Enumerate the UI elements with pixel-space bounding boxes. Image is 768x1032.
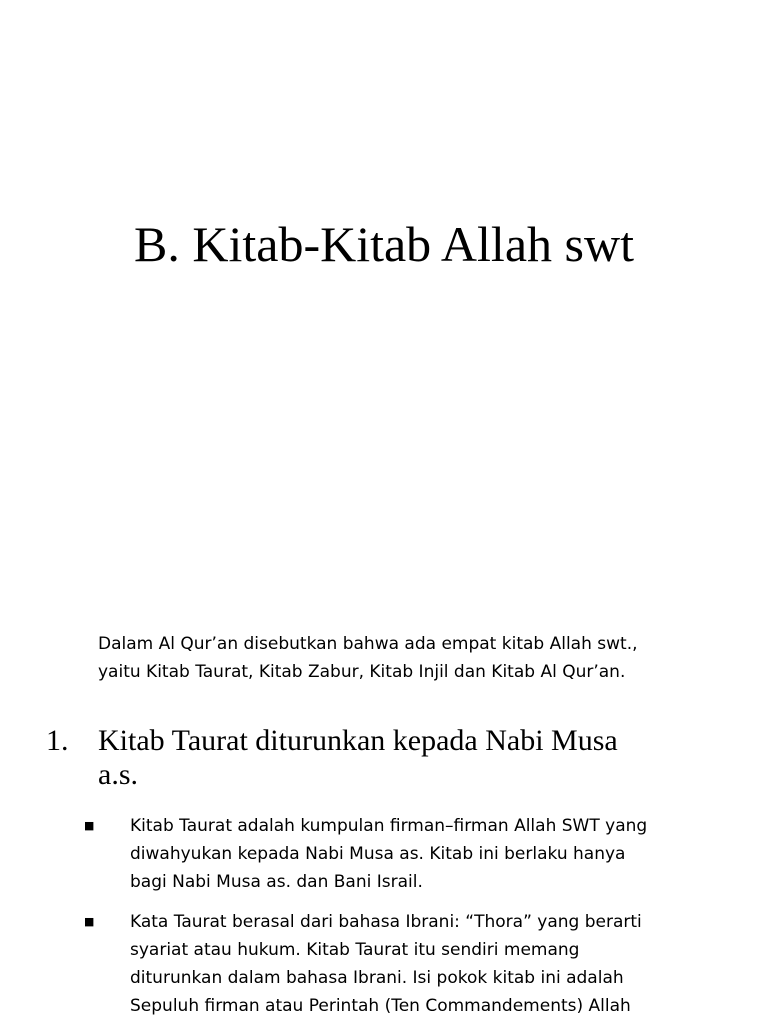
bullet-text	[130, 908, 734, 1020]
list-item	[84, 908, 734, 1020]
bullet-list	[84, 812, 734, 1032]
bullet-line: diwahyukan kepada Nabi Musa as. Kitab ini berlaku hanya	[130, 844, 626, 864]
heading-line: a.s.	[98, 758, 138, 791]
item-number: 1.	[46, 724, 69, 757]
intro-line: yaitu Kitab Taurat, Kitab Zabur, Kitab Injil dan Kitab Al Qur’an.	[98, 662, 626, 682]
bullet-line: diturunkan dalam bahasa Ibrani. Isi pokok kitab ini adalah	[130, 968, 624, 988]
heading-line: Kitab Taurat diturunkan kepada Nabi Musa	[98, 724, 618, 757]
slide-title: B. Kitab-Kitab Allah swt	[134, 216, 634, 272]
square-bullet-icon: ■	[84, 819, 95, 832]
square-bullet-icon: ■	[84, 915, 95, 928]
intro-paragraph	[98, 630, 738, 686]
list-item	[84, 812, 734, 896]
bullet-text	[130, 812, 734, 896]
bullet-line: Sepuluh firman atau Perintah (Ten Commandements) Allah	[130, 996, 631, 1016]
numbered-heading	[46, 724, 736, 792]
bullet-line: bagi Nabi Musa as. dan Bani Israil.	[130, 872, 423, 892]
intro-line: Dalam Al Qur’an disebutkan bahwa ada empat kitab Allah swt.,	[98, 634, 638, 654]
bullet-line: syariat atau hukum. Kitab Taurat itu sendiri memang	[130, 940, 580, 960]
bullet-line: Kata Taurat berasal dari bahasa Ibrani: “Thora” yang berarti	[130, 912, 642, 932]
numbered-heading-text	[98, 724, 736, 792]
bullet-line: Kitab Taurat adalah kumpulan firman–firman Allah SWT yang	[130, 816, 648, 836]
